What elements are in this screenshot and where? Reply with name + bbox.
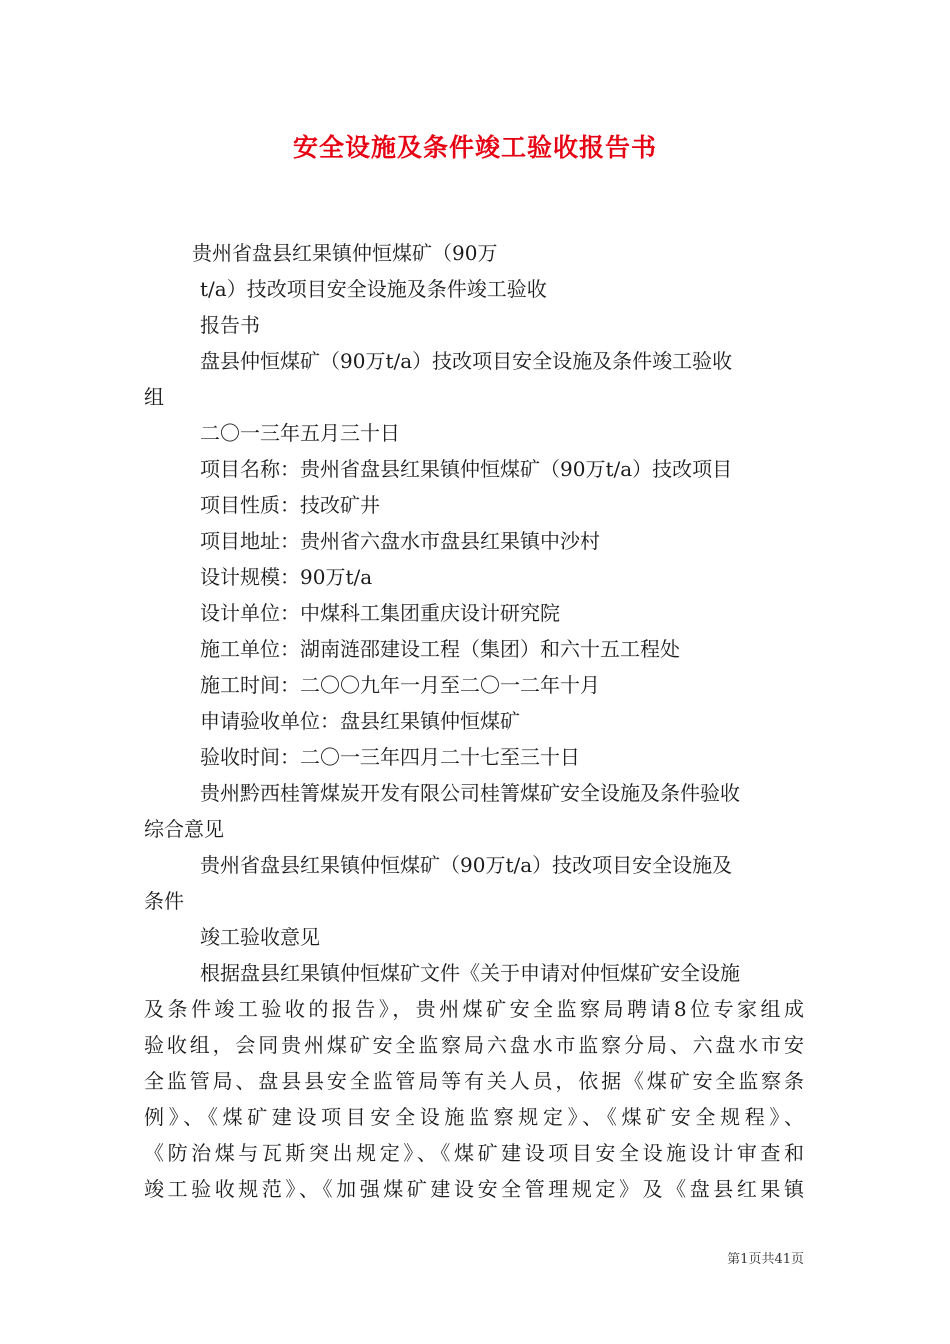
text-line: 施工单位：湖南涟邵建设工程（集团）和六十五工程处 [200, 637, 680, 661]
text-line: 贵州省盘县红果镇仲恒煤矿（90万 [192, 241, 498, 265]
text-line: 盘县仲恒煤矿（90万t/a）技改项目安全设施及条件竣工验收 [200, 349, 733, 373]
text-line: t/a）技改项目安全设施及条件竣工验收 [200, 277, 547, 301]
text-line: 二〇一三年五月三十日 [200, 421, 400, 445]
text-line: 根据盘县红果镇仲恒煤矿文件《关于申请对仲恒煤矿安全设施 [200, 961, 740, 985]
text-line: 及条件竣工验收的报告》，贵州煤矿安全监察局聘请8位专家组成 [144, 997, 804, 1021]
text-line: 全监管局、盘县县安全监管局等有关人员，依据《煤矿安全监察条 [144, 1069, 804, 1093]
text-line: 验收组，会同贵州煤矿安全监察局六盘水市监察分局、六盘水市安 [144, 1033, 804, 1057]
text-line: 竣工验收意见 [200, 925, 320, 949]
text-line: 验收时间：二〇一三年四月二十七至三十日 [200, 745, 580, 769]
text-line: 设计单位：中煤科工集团重庆设计研究院 [200, 601, 560, 625]
text-line: 施工时间：二〇〇九年一月至二〇一二年十月 [200, 673, 600, 697]
text-line: 组 [144, 385, 164, 409]
text-line: 竣工验收规范》、《加强煤矿建设安全管理规定》及《盘县红果镇 [144, 1177, 804, 1201]
text-line: 报告书 [200, 313, 260, 337]
text-line: 项目性质：技改矿井 [200, 493, 380, 517]
document-title: 安全设施及条件竣工验收报告书 [292, 133, 657, 162]
text-line: 设计规模：90万t/a [200, 565, 373, 589]
text-line: 贵州黔西桂箐煤炭开发有限公司桂箐煤矿安全设施及条件验收 [200, 781, 740, 805]
text-line: 综合意见 [144, 817, 224, 841]
text-line: 贵州省盘县红果镇仲恒煤矿（90万t/a）技改项目安全设施及 [200, 853, 733, 877]
text-line: 例》、《煤矿建设项目安全设施监察规定》、《煤矿安全规程》、 [144, 1105, 804, 1129]
text-line: 申请验收单位：盘县红果镇仲恒煤矿 [200, 709, 520, 733]
text-line: 项目名称：贵州省盘县红果镇仲恒煤矿（90万t/a）技改项目 [200, 457, 733, 481]
text-line: 条件 [144, 889, 184, 913]
text-line: 《防治煤与瓦斯突出规定》、《煤矿建设项目安全设施设计审查和 [144, 1141, 804, 1165]
page-footer: 第1页共41页 [727, 1252, 804, 1267]
text-line: 项目地址：贵州省六盘水市盘县红果镇中沙村 [200, 529, 600, 553]
document-body [144, 235, 804, 1207]
